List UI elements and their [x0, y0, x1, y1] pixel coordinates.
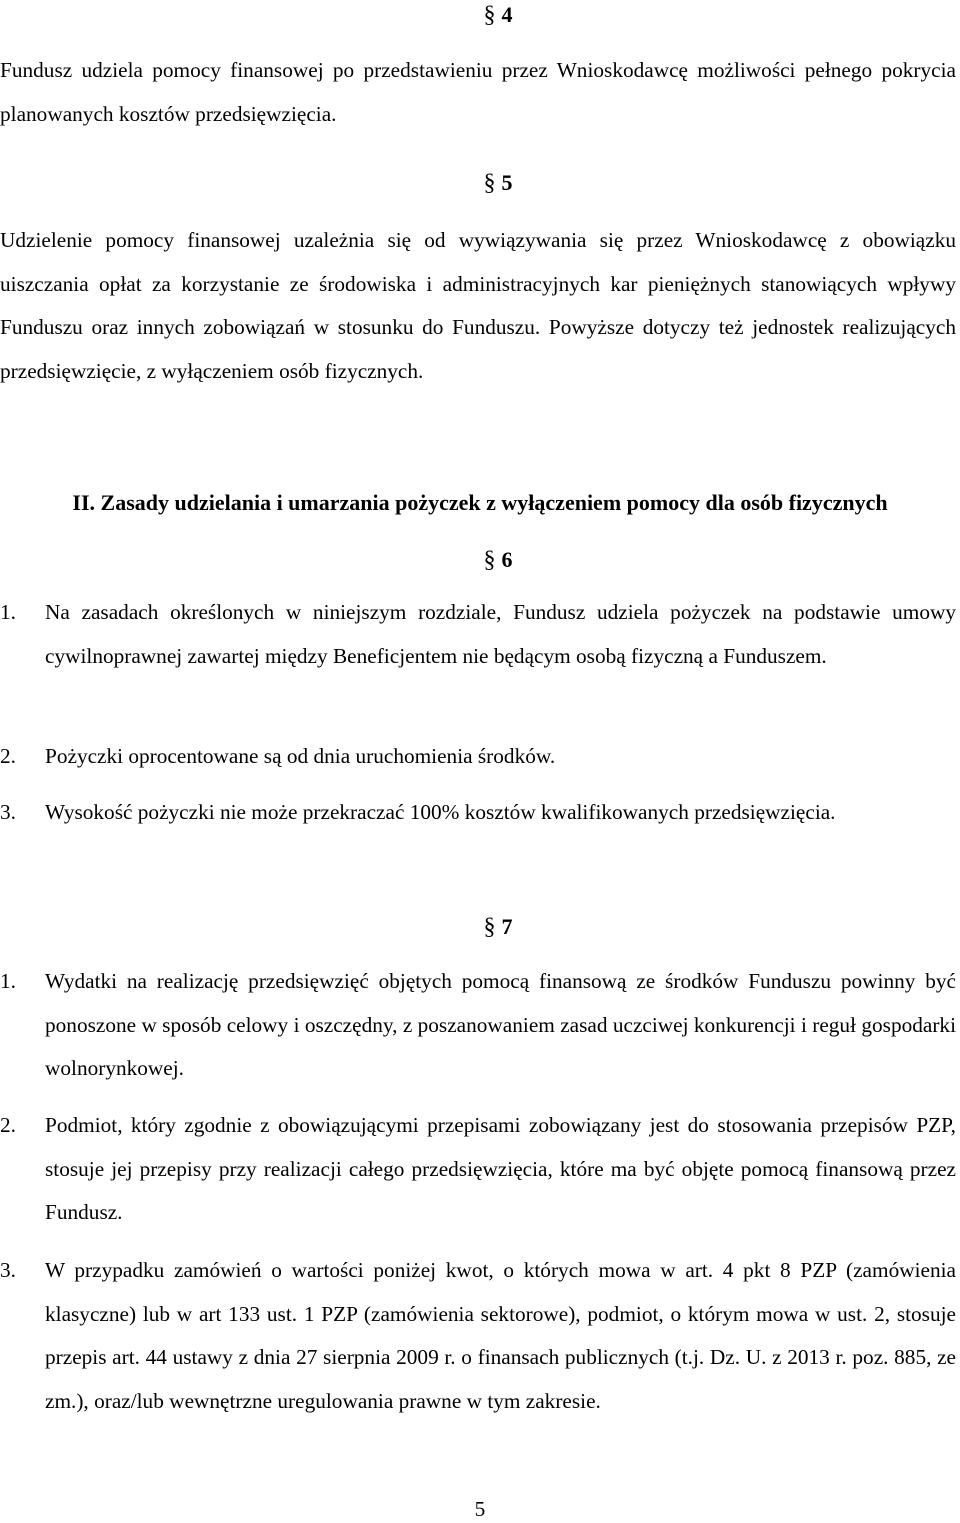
item-text: Podmiot, który zgodnie z obowiązującymi przepisami zobowiązany jest do stosowania przepisów PZP, stosuje jej przepisy przy realizacji całego przedsięwzięcia, które ma być objęte pomocą finansową przez Fundusz. [45, 1113, 956, 1224]
section-7-item-2 [0, 1104, 956, 1235]
section-6-item-2 [0, 735, 956, 779]
item-text: Wydatki na realizację przedsięwzięć objętych pomocą finansową ze środków Funduszu powinny być ponoszone w sposób celowy i oszczędny, z poszanowaniem zasad uczciwej konkurencji i reguł gospodarki wolnorynkowej. [45, 969, 956, 1080]
section-4-heading [0, 0, 960, 30]
page-number: 5 [474, 1497, 486, 1521]
chapter-title: II. Zasady udzielania i umarzania pożyczek z wyłączeniem pomocy dla osób fizycznych [72, 490, 888, 515]
item-number: 2. [0, 744, 16, 768]
section-7-item-3 [0, 1249, 956, 1423]
item-text: Pożyczki oprocentowane są od dnia uruchomienia środków. [45, 744, 556, 768]
item-number: 1. [0, 600, 16, 624]
section-number: 5 [501, 170, 513, 195]
section-number: 4 [501, 2, 513, 27]
section-symbol: § [483, 547, 496, 573]
item-number: 1. [0, 969, 16, 993]
item-number: 3. [0, 800, 16, 824]
item-text: Na zasadach określonych w niniejszym rozdziale, Fundusz udziela pożyczek na podstawie umowy cywilnoprawnej zawartej między Beneficjentem nie będącym osobą fizyczną a Funduszem. [45, 600, 956, 668]
section-6-item-1 [0, 591, 956, 678]
section-5-heading [0, 168, 960, 198]
section-4-paragraph: Fundusz udziela pomocy finansowej po przedstawieniu przez Wnioskodawcę możliwości pełnego pokrycia planowanych kosztów przedsięwzięcia. [0, 58, 956, 126]
section-symbol: § [483, 2, 496, 28]
section-6-heading [0, 545, 960, 575]
section-number: 7 [501, 914, 513, 939]
item-text: W przypadku zamówień o wartości poniżej kwot, o których mowa w art. 4 pkt 8 PZP (zamówienia klasyczne) lub w art 133 ust. 1 PZP (zamówienia sektorowe), podmiot, o którym mowa w ust. 2, stosuje przepis art. 44 ustawy z dnia 27 sierpnia 2009 r. o finansach publicznych (t.j. Dz. U. z 2013 r. poz. 885, ze zm.), oraz/lub wewnętrzne uregulowania prawne w tym zakresie. [45, 1258, 956, 1413]
section-5-paragraph: Udzielenie pomocy finansowej uzależnia się od wywiązywania się przez Wnioskodawcę z obowiązku uiszczania opłat za korzystanie ze środowiska i administracyjnych kar pieniężnych stanowiących wpływy Funduszu oraz innych zobowiązań w stosunku do Funduszu. Powyższe dotyczy też jednostek realizujących przedsięwzięcie, z wyłączeniem osób fizycznych. [0, 228, 956, 383]
section-7-heading [0, 912, 960, 942]
section-number: 6 [501, 547, 513, 572]
item-number: 2. [0, 1113, 16, 1137]
item-number: 3. [0, 1258, 16, 1282]
section-7-item-1 [0, 960, 956, 1091]
section-6-item-3 [0, 791, 956, 835]
section-symbol: § [483, 170, 496, 196]
item-text: Wysokość pożyczki nie może przekraczać 100% kosztów kwalifikowanych przedsięwzięcia. [45, 800, 836, 824]
section-symbol: § [483, 914, 496, 940]
